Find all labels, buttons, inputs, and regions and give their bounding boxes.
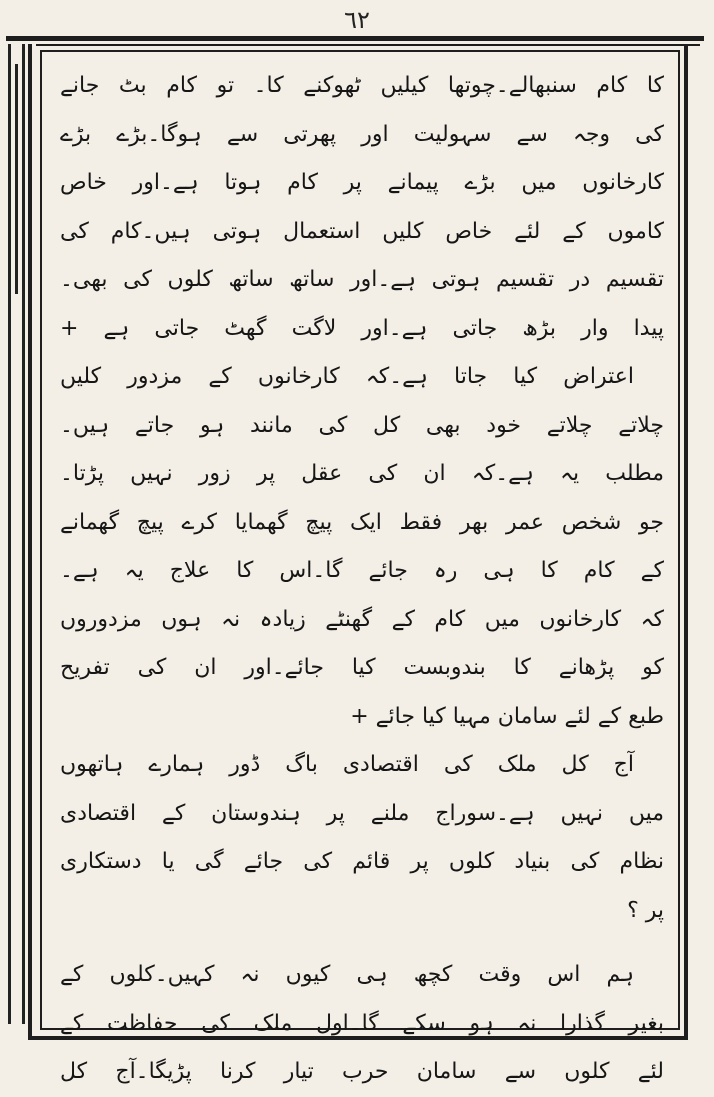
text-line: تقسیم در تقسیم ہوتی ہے۔اور ساتھ ساتھ کلوں کی بھی۔ [60, 267, 664, 292]
text-line: بغیر گذارا نہ ہو سکے گا۔اول ملک کی حفاظت کے [60, 1010, 664, 1036]
top-border-rule [6, 36, 704, 41]
text-line: کے کام کا ہی رہ جائے گا۔اس کا علاج یہ ہے۔ [60, 558, 664, 583]
text-line: مطلب یہ ہے۔کہ ان کی عقل پر زور نہیں پڑتا۔ [60, 461, 664, 486]
text-line: نظام کی بنیاد کلوں پر قائم کی جائے گی یا دستکاری [60, 849, 664, 874]
text-line: کی وجہ سے سہولیت اور پھرتی سے ہوگا۔بڑے بڑے [60, 121, 664, 147]
page-number: ٦٢ [344, 6, 370, 34]
text-line: کا کام سنبھالے۔چوتھا کیلیں ٹھوکنے کا۔ تو کام بٹ جانے [60, 73, 664, 98]
margin-line-outer [8, 44, 11, 1024]
text-line: چلاتے چلاتے خود بھی کل کی مانند ہو جاتے ہیں۔ [60, 412, 664, 438]
text-line: کہ کارخانوں میں کام کے گھنٹے زیادہ نہ ہوں مزدوروں [60, 606, 664, 632]
left-margin-rules [6, 44, 30, 1024]
text-line: کاموں کے لئے خاص کلیں استعمال ہوتی ہیں۔کام کی [60, 218, 664, 244]
text-line: ہم اس وقت کچھ ہی کیوں نہ کہیں۔کلوں کے [60, 962, 634, 987]
text-line: جو شخص عمر بھر فقط ایک پیچ گھمایا کرے پیچ گھمانے [60, 509, 664, 535]
margin-mark [15, 64, 18, 294]
text-line: کارخانوں میں بڑے پیمانے پر کام ہوتا ہے۔اور خاص [60, 170, 664, 195]
text-line: آج کل ملک کی اقتصادی باگ ڈور ہمارے ہاتھوں [60, 752, 634, 777]
text-line: اعتراض کیا جاتا ہے۔کہ کارخانوں کے مزدور کلیں [60, 364, 634, 389]
text-line: کو پڑھانے کا بندوبست کیا جائے۔اور ان کی تفریح [60, 655, 664, 680]
text-line: طبع کے لئے سامان مہیا کیا جائے + [350, 703, 664, 729]
text-line: لئے کلوں سے سامان حرب تیار کرنا پڑیگا۔آج کل [60, 1059, 664, 1084]
text-line: پر ؟ [627, 897, 664, 923]
text-line: پیدا وار بڑھ جاتی ہے۔اور لاگت گھٹ جاتی ہے + [60, 315, 664, 341]
text-line: میں نہیں ہے۔سوراج ملنے پر ہندوستان کے اقتصادی [60, 800, 664, 826]
urdu-text-block [56, 62, 668, 1084]
margin-line-inner [22, 44, 25, 1024]
